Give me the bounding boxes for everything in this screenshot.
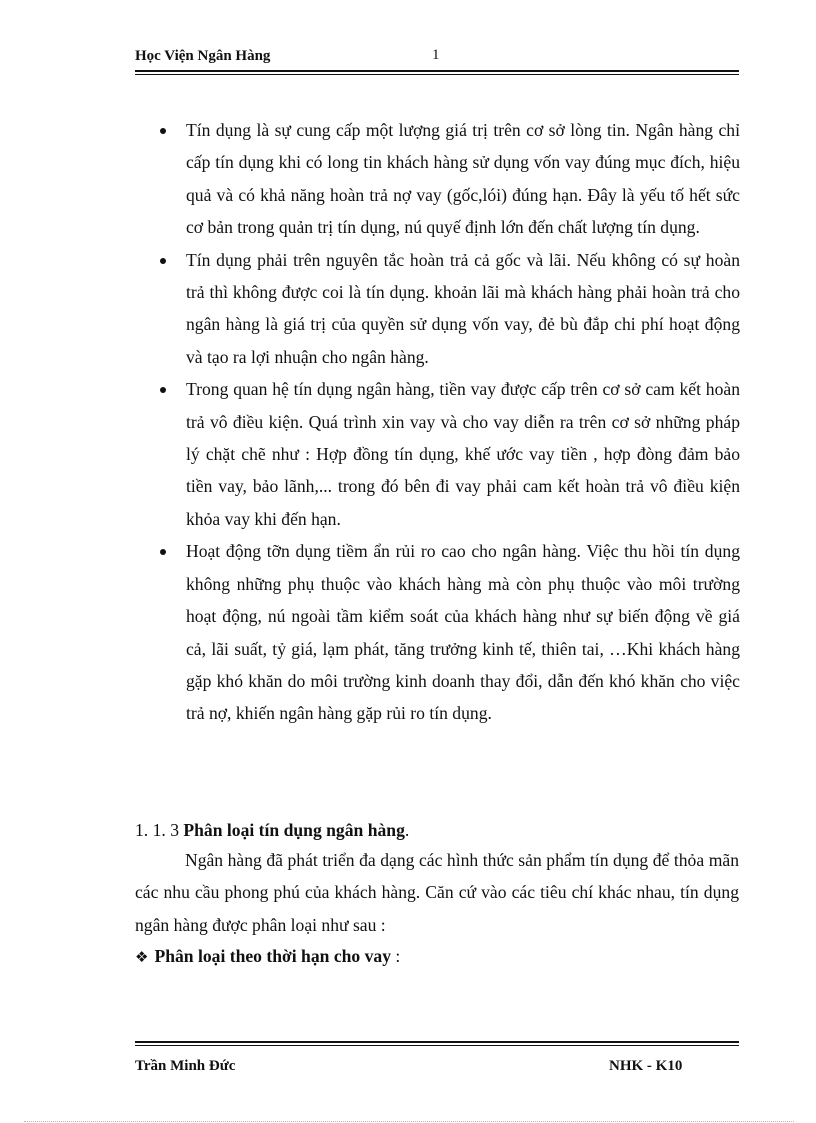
list-item xyxy=(160,244,740,374)
header-school: Học Viện Ngân Hàng xyxy=(135,48,271,64)
bullet-dot-icon xyxy=(160,387,166,393)
list-item xyxy=(160,373,740,535)
header-rule xyxy=(135,70,739,75)
bullet-dot-icon xyxy=(160,258,166,264)
section-title: Phân loại tín dụng ngân hàng xyxy=(183,820,405,840)
page-footer xyxy=(135,1058,739,1080)
page-header xyxy=(135,48,738,70)
footer-rule xyxy=(135,1041,739,1046)
section-heading xyxy=(135,816,409,844)
list-item xyxy=(160,535,740,729)
bullet-dot-icon xyxy=(160,549,166,555)
bullet-list xyxy=(160,114,740,730)
footer-class: NHK - K10 xyxy=(609,1058,683,1074)
page-boundary-divider xyxy=(24,1121,794,1122)
list-item-text: Hoạt động tỡn dụng tiềm ẩn rủi ro cao cho ngân hàng. Việc thu hồi tín dụng không những phụ thuộc vào khách hàng mà còn phụ thuộc vào môi trường hoạt động, nú ngoài tầm kiểm soát của khách hàng như sự biến động về giá cả, lãi suất, tỷ giá, lạm phát, tăng trưởng kinh tế, thiên tai, …Khi khách hàng gặp khó khăn do môi trường kinh doanh thay đổi, dẫn đến khó khăn cho việc trả nợ, khiến ngân hàng gặp rủi ro tín dụng. xyxy=(186,541,740,724)
list-item-text: Trong quan hệ tín dụng ngân hàng, tiền vay được cấp trên cơ sở cam kết hoàn trả vô điều kiện. Quá trình xin vay và cho vay diễn ra trên cơ sở những pháp lý chặt chẽ như : Hợp đồng tín dụng, khế ước vay tiền , hợp đòng đảm bảo tiền vay, bảo lãnh,... trong đó bên đi vay phải cam kết hoàn trả vô điều kiện khỏa vay khi đến hạn. xyxy=(186,379,740,529)
body-paragraph: Ngân hàng đã phát triển đa dạng các hình thức sản phẩm tín dụng để thỏa mãn các nhu cầu phong phú của khách hàng. Căn cứ vào các tiêu chí khác nhau, tín dụng ngân hàng được phân loại như sau : xyxy=(135,850,739,935)
list-item-text: Tín dụng là sự cung cấp một lượng giá trị trên cơ sở lòng tin. Ngân hàng chỉ cấp tín dụng khi có long tin khách hàng sử dụng vốn vay đúng mục đích, hiệu quả và có khả năng hoàn trả nợ vay (gốc,lói) đúng hạn. Đây là yếu tố hết sức cơ bản trong quản trị tín dụng, nú quyế định lớn đến chất lượng tín dụng. xyxy=(186,120,740,238)
section-number: 1. 1. 3 xyxy=(135,820,179,840)
list-item xyxy=(160,114,740,244)
diamond-bullet-icon: ❖ xyxy=(135,948,149,966)
bullet-dot-icon xyxy=(160,128,166,134)
subheading xyxy=(135,942,400,971)
list-item-text: Tín dụng phải trên nguyên tắc hoàn trả cả gốc và lãi. Nếu không có sự hoàn trả thì không được coi là tín dụng. khoản lãi mà khách hàng phải hoàn trả cho ngân hàng là giá trị của quyền sử dụng vốn vay, đẻ bù đắp chi phí hoạt động và tạo ra lợi nhuận cho ngân hàng. xyxy=(186,249,740,367)
subheading-title: Phân loại theo thời hạn cho vay xyxy=(154,946,391,966)
subheading-suffix: : xyxy=(391,946,401,966)
footer-author: Trần Minh Đức xyxy=(135,1058,236,1074)
section-suffix: . xyxy=(404,820,410,840)
page-number: 1 xyxy=(432,47,440,63)
